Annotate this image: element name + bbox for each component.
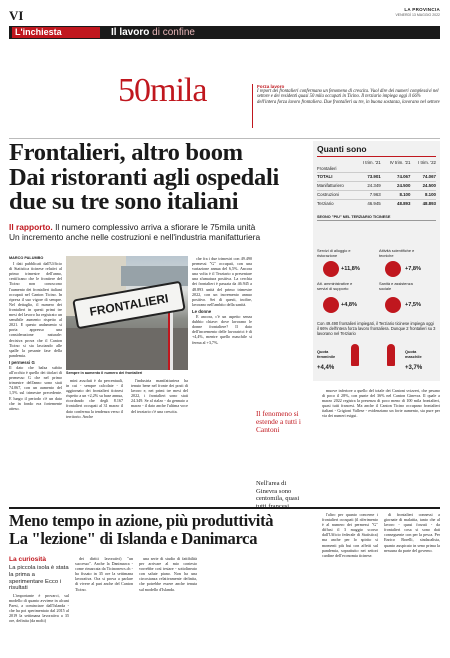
stats-panel [313, 141, 440, 381]
gender-male-delta: +3,7% [405, 365, 423, 371]
sectors-title: SEGNO "PIU" NEL TERZIARIO TICINESE [317, 215, 436, 221]
stats-cell: 74.067 [397, 174, 411, 179]
stats-row [317, 190, 436, 199]
sector-label: Attività scientifiche e tecniche [379, 248, 415, 258]
stats-cell: 24.500 [422, 183, 436, 188]
stats-cell: 73.901 [367, 174, 381, 179]
stats-cell [381, 165, 411, 172]
male-icon [387, 344, 395, 366]
stats-cell-label: TOTALI [317, 174, 333, 179]
article-col-1 [9, 256, 62, 411]
stats-header: I trim. '22 [418, 160, 436, 165]
issue-date: VENERDÌ 13 MAGGIO 2022 [395, 13, 440, 17]
section-label: L'inchiesta [12, 27, 100, 38]
stats-header: IV trim. '21 [389, 160, 411, 165]
stats-cell-label: Manifatturiero [317, 183, 344, 188]
second-kicker: La curiosità [9, 556, 47, 563]
standfirst-text: Il numero complessivo arriva a sfiorare le 75mila unità [55, 222, 256, 232]
sector-label: Servizi di alloggio e ristorazione [317, 248, 351, 258]
stats-row [317, 165, 436, 172]
female-icon [351, 344, 359, 366]
stats-title: Quanti sono [317, 144, 436, 157]
standfirst-kicker: Il rapporto. [9, 222, 53, 232]
stats-cell: 48.893 [397, 201, 411, 207]
teaser-2: Nell'area di Ginevra sono centomila, quasi [256, 480, 300, 503]
second-paragraph: dei diritti lavorativi) "un successo". Anche la Danimarca - come rimarcata da Ticinonews.ch - ha fissato in 35 ore la settimana lavorativa. Ora si prova a parlare di vivere al pari anche del Canton Ticino. [75, 556, 133, 592]
stats-cell: 24.500 [397, 183, 411, 188]
section-bar [9, 26, 440, 39]
health-icon [385, 297, 401, 313]
section-title-bold: Il lavoro [111, 27, 150, 38]
standfirst-text-2: Un incremento anche nelle costruzioni e nell'industria manifatturiera [9, 232, 261, 242]
stats-cell: 46.945 [367, 201, 381, 207]
gender-female-label: Quota femminile [317, 349, 336, 359]
stats-cell: 8.100 [425, 192, 436, 197]
gender-male-label: Quota maschile [405, 349, 422, 359]
second-paragraph: l'altro per quanto concerne i frontalieri occupati (il riferimento è al numero dei permessi "G" diffusi il 3 maggio scorso dall'Ufficio federale di Statistica) ma anche per lo spirito si momenti più bui con affetti sul pandemia, soprattutto nei settori cardine dell'economia ticinese. [322, 512, 378, 558]
section-divider [9, 507, 440, 509]
stats-cell: 48.893 [422, 201, 436, 207]
section-title-light: di confine [152, 27, 195, 38]
office-icon [323, 297, 339, 313]
byline: MARCO PALUMBO [9, 256, 44, 260]
stats-row [317, 172, 436, 181]
sector-grid [317, 249, 436, 319]
sector-delta: +11,8% [341, 266, 360, 272]
side-text [322, 388, 440, 419]
sector-label: Sanità e assistenza sociale [379, 281, 413, 291]
sector-label: Att. amministrative e servizi di supporto [317, 281, 353, 291]
subhead-donne: Le donne [192, 308, 212, 314]
second-col-5 [384, 512, 440, 553]
second-paragraph: di frontalieri connessi a giornate di malattia, tanto che al lavoro - quasi forzati - da frontalieri cosa si sono dati conseguente con per la pesca. Per Enrico Borelli, sindacalista, quanto auspicato in seno prima la nessuna da parte del governo. [384, 512, 440, 553]
sector-delta: +7,5% [405, 302, 422, 308]
box-text: I report dei frontalieri confermano un fenomeno di crescita. Vuol dire dei numeri complessivi nel settore e dei residenti quasi 50 mila occupati in Ticino. Il terziario impiega oggi il 66% dell'intera forza lavoro frontaliera. Due frontalieri su tre, in buona sostanza, lavorano nel settore [257, 89, 440, 105]
hotel-icon [323, 261, 339, 277]
subhead-permessi: I permessi G [9, 359, 35, 365]
second-col-4 [322, 512, 378, 558]
article-col-2 [66, 378, 123, 419]
frontalieri-photo [66, 256, 188, 370]
article-paragraph: che fra i due trimestri con 49.490 permessi "G" occupati, con una variazione annua del 6,5%. Ancora una volta è il Terziario a presentare una sfumatura positiva. La cerchia dei frontalieri è passata da 46.945 a 48.893 unità del primo trimestre 2022, con un incremento annuo positivo. Sei di questi, inoltre, lavorano nell'ambito della sanità. [192, 256, 252, 307]
science-icon [385, 261, 401, 277]
stats-cell-label: Frontalieri [317, 165, 337, 171]
article-col-4 [192, 256, 252, 345]
stats-cell [355, 165, 381, 172]
stats-header: I trim. '21 [362, 160, 381, 165]
second-headline: Meno tempo in azione, più produttività La "lezione" di Islanda e Danimarca [9, 511, 274, 548]
stats-cell: 8.100 [399, 192, 411, 197]
standfirst [9, 222, 309, 242]
second-col-1 [9, 593, 69, 624]
article-paragraph: E ancora, c'è un aspetto senza dubbio chiave: dove lavorano le donne frontaliere? Il dato dell'incremento delle lavoratrici è di +4,4%, mentre quello maschile si ferma al +3,7%. [192, 314, 252, 345]
section-title [111, 27, 195, 38]
article-paragraph: I dati pubblicati dall'Ufficio di Statistica ticinese relativi al primo trimestre dell'anno, certificano che le frontiere del Ticino non conoscono l'aumento dei frontalieri italiani occupati nel Canton Ticino. In ripresa il suo vigore di sempre. Nel dettaglio, il numero dei frontalieri in questi primi tre mesi del lavoro ha registrato un sensibile aumento rispetto al 2021. E questo andamento si porta appresso una considerazione naturale: decisiva prova che il Canton Ticino si sta lasciando alle spalle la pesante fase della pandemia. [9, 261, 62, 358]
forza-lavoro-box [252, 84, 440, 128]
second-kicker-text: La piccola isola è stata la prima a sperimentare Ecco i risultati [9, 565, 69, 592]
stats-row [317, 181, 436, 190]
article-paragraph: mini assoluti è da percentuali, in cui - sempre calcolate - il aggiornato dei frontalieri ticinesi rispetto a un +2,2% su base annua, ricordando che degli 8.167 frontalieri occupati al 31 marzo il dato conferma la tendenza verso il territorio. Anche [66, 378, 123, 419]
article-col-3 [131, 378, 188, 414]
stats-cell: 24.349 [367, 183, 381, 188]
sector-delta: +7,8% [405, 266, 422, 272]
sector-delta: +4,8% [341, 302, 358, 308]
newspaper-name: LA PROVINCIA [404, 7, 440, 12]
teaser-1: Il fenomeno si estende a tutti i Cantoni [256, 409, 301, 435]
stats-summary: Con 49.490 frontalieri impiegati, il Terziario ticinese impiega oggi il 66% dell'intera forza lavoro frontaliera. Dunque 2 frontalieri su 3 lavorano nel Terziario [317, 321, 436, 336]
stats-cell: 74.067 [422, 174, 436, 179]
stats-cell-label: Terziario [317, 201, 334, 207]
stats-cell: 7.963 [369, 192, 381, 197]
stats-table [317, 160, 436, 208]
stats-row [317, 199, 436, 208]
gender-female-delta: +4,4% [317, 365, 335, 371]
photo-caption: Sempre in aumento il numero dei frontalieri [66, 371, 143, 375]
stats-cell [410, 165, 436, 172]
article-paragraph: l'industria manifatturiera ha tenuto bene nel fronte dei posti di lavoro e, nei primi tre mesi del 2022, i frontalieri sono stati 24.349. Se al rialzo - da gennaio a marzo - il dato anche l'ultima voce del terziario c'è una crescita. [131, 378, 188, 414]
photo-sign: FRONTALIERI [72, 281, 186, 330]
big-number: 50mila [118, 72, 207, 109]
main-headline: Frontalieri, altro boom Dai ristoranti agli ospedali due su tre sono italiani [9, 139, 279, 215]
page-number: VI [9, 8, 24, 23]
second-col-2 [75, 556, 133, 592]
side-paragraph: muove inferiore a quello del totale dei Cantoni svizzeri, che pesano di poco il 28%, con punte del 36% nel Canton Ginevra. Il quale a marzo 2022 registra la presenza di poco meno di 100 mila frontalieri, quasi tutti francesi. Ma anche il Canton Ticino occupano frontalieri italiani - Grigioni Vallese - evidenziano un forte aumento, sia pure per via dei numeri esigui. [322, 388, 440, 419]
stats-cell-label: Costruzioni [317, 192, 339, 197]
second-paragraph: una serie di studio di fattibilità per arrivare al mio contesto vorrebbe così testare - sottolineato con salute piano. Non ha una circostanza relativamente definita, che potrebbe essere anche tenuta sul modello d'Islanda. [139, 556, 197, 592]
second-paragraph: L'importante è provarci, sul modello di quanto avviene in alcuni Paesi, a cominciare dall'Islanda - che ha poi sperimentato dal 2015 al 2019 la settimana lavorativa a 35 ore, definita (da molti) [9, 593, 69, 624]
article-paragraph: Il dato che balza subito all'occhio è quello dei titolari di permesso G che nel primo trimestre dell'anno sono stati 74.067, con un aumento del 1,5% sul trimestre precedente. E lungo il periodo c'è un dato che in fondo era fortemente atteso. [9, 364, 62, 411]
second-col-3 [139, 556, 197, 592]
box-title: Forza lavoro [257, 84, 285, 89]
